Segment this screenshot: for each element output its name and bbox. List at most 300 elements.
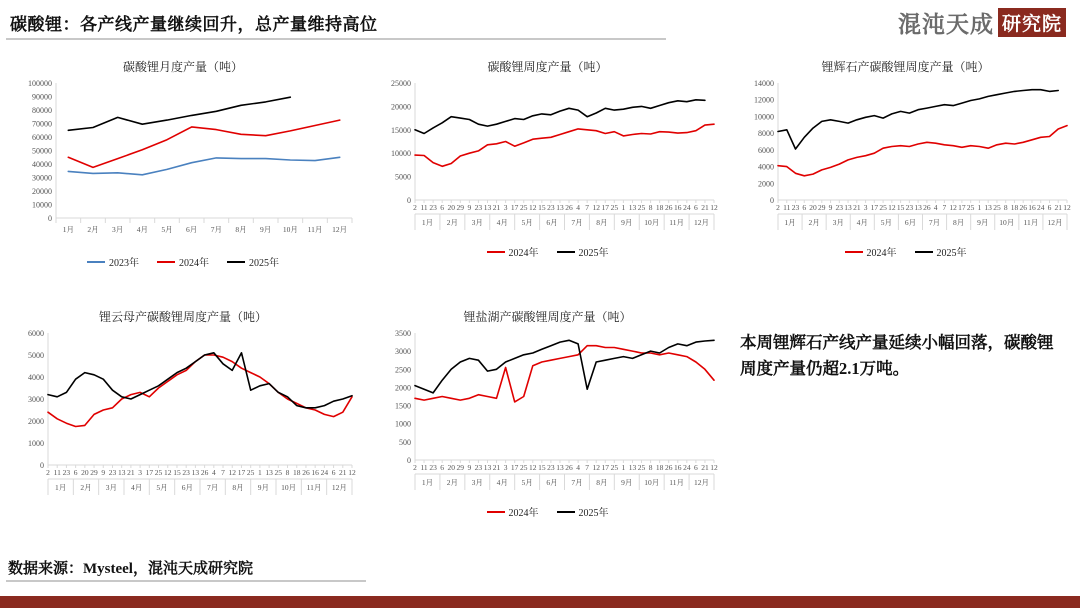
svg-text:17: 17 <box>958 203 966 212</box>
svg-text:11: 11 <box>420 203 428 212</box>
svg-text:2月: 2月 <box>80 483 92 492</box>
svg-text:6月: 6月 <box>546 218 558 227</box>
svg-text:1月: 1月 <box>62 225 74 234</box>
svg-text:70000: 70000 <box>32 119 52 129</box>
logo-text: 混沌天成 <box>897 12 994 37</box>
svg-text:13: 13 <box>984 203 992 212</box>
svg-text:2月: 2月 <box>446 218 458 227</box>
chart-title: 锂云母产碳酸锂周度产量（吨） <box>98 310 267 324</box>
legend-swatch <box>557 511 575 513</box>
chart-plot <box>8 77 358 252</box>
svg-text:1500: 1500 <box>395 401 411 411</box>
svg-text:6000: 6000 <box>28 329 44 338</box>
svg-text:13: 13 <box>191 468 200 477</box>
svg-text:10月: 10月 <box>281 483 297 492</box>
svg-text:10000: 10000 <box>754 112 774 122</box>
chart-lepidolite-output <box>8 308 358 507</box>
svg-text:29: 29 <box>90 468 98 477</box>
svg-text:17: 17 <box>870 203 879 212</box>
svg-text:25: 25 <box>637 463 646 472</box>
svg-text:20000: 20000 <box>32 187 52 196</box>
svg-text:13: 13 <box>483 203 492 212</box>
svg-text:17: 17 <box>145 468 154 477</box>
svg-text:8000: 8000 <box>758 129 774 139</box>
svg-text:13: 13 <box>628 463 637 472</box>
svg-text:26: 26 <box>1019 203 1027 212</box>
legend-item-2025年[interactable] <box>227 254 279 269</box>
legend-swatch <box>87 261 105 263</box>
svg-text:25: 25 <box>610 463 619 472</box>
svg-text:2: 2 <box>413 203 417 212</box>
svg-text:4月: 4月 <box>856 218 868 227</box>
svg-text:7月: 7月 <box>928 218 941 227</box>
svg-text:5月: 5月 <box>521 478 533 487</box>
chart-svg-spodumene <box>738 77 1073 242</box>
svg-text:3000: 3000 <box>28 395 44 404</box>
svg-text:21: 21 <box>492 203 501 212</box>
legend-item-2024年[interactable] <box>157 254 209 269</box>
svg-text:3月: 3月 <box>832 218 844 227</box>
svg-text:4000: 4000 <box>28 373 44 382</box>
svg-text:21: 21 <box>1054 203 1062 212</box>
svg-text:7: 7 <box>585 203 590 212</box>
legend-swatch <box>845 251 863 253</box>
svg-text:1: 1 <box>621 203 626 212</box>
svg-text:10000: 10000 <box>391 149 411 159</box>
chart-legend <box>8 254 358 269</box>
svg-text:25: 25 <box>993 203 1001 212</box>
legend-item-2025年[interactable] <box>915 244 967 259</box>
legend-label: 2024年 <box>179 258 209 269</box>
svg-text:1: 1 <box>977 203 982 212</box>
svg-text:15000: 15000 <box>391 125 411 135</box>
svg-text:4000: 4000 <box>758 162 774 172</box>
legend-label: 2025年 <box>249 258 279 269</box>
svg-text:23: 23 <box>547 463 555 472</box>
legend-swatch <box>557 251 575 253</box>
series-line-2025年 <box>778 90 1058 149</box>
svg-text:9: 9 <box>467 203 472 212</box>
chart-legend <box>375 504 720 519</box>
svg-text:26: 26 <box>200 468 209 477</box>
svg-text:4: 4 <box>933 203 938 212</box>
svg-text:8: 8 <box>648 203 653 212</box>
svg-text:26: 26 <box>664 463 673 472</box>
svg-text:2: 2 <box>413 463 417 472</box>
svg-text:17: 17 <box>510 463 519 472</box>
svg-text:16: 16 <box>1028 203 1036 212</box>
svg-text:12月: 12月 <box>694 478 710 487</box>
svg-text:7月: 7月 <box>210 225 222 234</box>
svg-text:3月: 3月 <box>105 483 117 492</box>
legend-item-2024年[interactable] <box>845 244 897 259</box>
svg-text:50000: 50000 <box>32 146 52 156</box>
svg-text:6: 6 <box>694 463 698 472</box>
svg-text:26: 26 <box>565 203 573 212</box>
svg-text:6月: 6月 <box>186 225 198 234</box>
svg-text:9月: 9月 <box>621 478 633 487</box>
svg-text:5月: 5月 <box>161 225 173 234</box>
svg-text:12月: 12月 <box>332 225 348 234</box>
svg-text:5月: 5月 <box>521 218 533 227</box>
svg-text:11: 11 <box>53 468 61 477</box>
svg-text:500: 500 <box>399 437 411 447</box>
svg-text:4: 4 <box>211 468 216 477</box>
chart-svg-brine <box>375 327 720 502</box>
series-line-2025年 <box>415 100 705 134</box>
svg-text:8: 8 <box>285 468 290 477</box>
chart-weekly-total-output <box>375 58 720 259</box>
svg-text:10月: 10月 <box>644 218 660 227</box>
svg-text:6: 6 <box>802 203 807 212</box>
svg-text:26: 26 <box>302 468 310 477</box>
svg-text:10月: 10月 <box>282 225 298 234</box>
svg-text:18: 18 <box>655 463 664 472</box>
svg-text:4: 4 <box>576 463 580 472</box>
series-line-2024年 <box>48 355 352 427</box>
svg-text:0: 0 <box>407 196 411 205</box>
svg-text:3月: 3月 <box>471 218 483 227</box>
series-line-2024年 <box>778 126 1067 176</box>
svg-text:2: 2 <box>46 468 50 477</box>
svg-text:25: 25 <box>154 468 163 477</box>
svg-text:14000: 14000 <box>754 79 774 88</box>
chart-svg-lepidolite <box>8 327 358 507</box>
svg-text:25: 25 <box>966 203 975 212</box>
svg-text:0: 0 <box>407 456 411 465</box>
chart-title: 碳酸锂月度产量（吨） <box>122 60 243 74</box>
svg-text:7: 7 <box>942 203 947 212</box>
svg-text:12月: 12月 <box>1047 218 1063 227</box>
svg-text:1月: 1月 <box>55 483 67 492</box>
svg-text:12000: 12000 <box>754 95 774 105</box>
svg-text:18: 18 <box>292 468 301 477</box>
svg-text:26: 26 <box>923 203 931 212</box>
svg-text:6: 6 <box>73 468 78 477</box>
legend-label: 2024年 <box>508 508 539 519</box>
svg-text:60000: 60000 <box>32 133 52 142</box>
svg-text:29: 29 <box>456 203 465 212</box>
svg-text:1: 1 <box>621 463 626 472</box>
svg-text:8月: 8月 <box>596 218 608 227</box>
svg-text:20: 20 <box>447 463 455 472</box>
svg-text:12: 12 <box>949 203 957 212</box>
svg-text:26: 26 <box>664 203 673 212</box>
svg-text:0: 0 <box>40 461 44 470</box>
svg-text:2月: 2月 <box>446 478 458 487</box>
svg-text:11月: 11月 <box>306 483 322 492</box>
svg-text:4月: 4月 <box>496 218 508 227</box>
legend-swatch <box>487 251 505 253</box>
svg-text:30000: 30000 <box>32 173 52 183</box>
svg-text:7: 7 <box>221 468 225 477</box>
svg-text:9: 9 <box>828 203 833 212</box>
footer-bar <box>0 596 1080 608</box>
svg-text:5000: 5000 <box>28 351 44 360</box>
svg-text:23: 23 <box>429 203 437 212</box>
svg-text:3月: 3月 <box>471 478 483 487</box>
svg-text:16: 16 <box>311 468 319 477</box>
svg-text:15: 15 <box>538 203 546 212</box>
svg-text:20: 20 <box>809 203 817 212</box>
svg-text:6: 6 <box>440 463 445 472</box>
footer-divider <box>6 580 366 582</box>
svg-text:2月: 2月 <box>87 225 99 234</box>
svg-text:13: 13 <box>117 468 126 477</box>
svg-text:13: 13 <box>265 468 273 477</box>
svg-text:25: 25 <box>519 463 528 472</box>
svg-text:25: 25 <box>274 468 283 477</box>
svg-text:8月: 8月 <box>953 218 965 227</box>
svg-text:11月: 11月 <box>307 225 323 234</box>
svg-text:0: 0 <box>48 214 52 223</box>
chart-plot <box>375 77 720 242</box>
svg-text:23: 23 <box>108 468 117 477</box>
series-line-2025年 <box>415 340 714 393</box>
legend-item-2024年[interactable] <box>487 504 539 519</box>
svg-text:6月: 6月 <box>904 218 917 227</box>
svg-text:1000: 1000 <box>28 439 44 448</box>
svg-text:6000: 6000 <box>758 145 774 155</box>
svg-text:9: 9 <box>467 463 472 472</box>
svg-text:23: 23 <box>791 203 800 212</box>
svg-text:7: 7 <box>585 463 590 472</box>
legend-label: 2023年 <box>109 258 139 269</box>
svg-text:9月: 9月 <box>621 218 633 227</box>
svg-text:6: 6 <box>440 203 445 212</box>
svg-text:8月: 8月 <box>596 478 608 487</box>
svg-text:21: 21 <box>853 203 861 212</box>
svg-text:13: 13 <box>628 203 637 212</box>
svg-text:9月: 9月 <box>260 225 272 234</box>
svg-text:12: 12 <box>592 463 600 472</box>
svg-text:2000: 2000 <box>758 179 774 189</box>
legend-item-2025年[interactable] <box>557 244 609 259</box>
legend-item-2025年[interactable] <box>557 504 609 519</box>
svg-text:5000: 5000 <box>395 172 411 182</box>
svg-text:24: 24 <box>683 463 691 472</box>
chart-legend <box>738 244 1073 259</box>
svg-text:25: 25 <box>519 203 528 212</box>
svg-text:7月: 7月 <box>207 483 219 492</box>
svg-text:18: 18 <box>655 203 664 212</box>
series-line-2025年 <box>68 97 290 130</box>
header-divider <box>6 38 666 40</box>
svg-text:6月: 6月 <box>181 483 193 492</box>
svg-text:80000: 80000 <box>32 106 52 115</box>
svg-text:25: 25 <box>246 468 255 477</box>
svg-text:3: 3 <box>138 468 142 477</box>
svg-text:16: 16 <box>674 463 682 472</box>
svg-text:21: 21 <box>339 468 347 477</box>
svg-text:2000: 2000 <box>28 417 44 426</box>
svg-text:17: 17 <box>237 468 246 477</box>
svg-text:21: 21 <box>701 463 709 472</box>
svg-text:12: 12 <box>164 468 172 477</box>
chart-plot <box>8 327 358 507</box>
page-title: 碳酸锂：各产线产量继续回升，总产量维持高位 <box>10 15 378 34</box>
svg-text:12: 12 <box>888 203 896 212</box>
svg-text:23: 23 <box>835 203 844 212</box>
svg-text:2: 2 <box>776 203 780 212</box>
svg-text:12月: 12月 <box>694 218 710 227</box>
svg-text:12: 12 <box>529 203 537 212</box>
legend-item-2023年[interactable] <box>87 254 139 269</box>
svg-text:23: 23 <box>62 468 71 477</box>
svg-text:6: 6 <box>1047 203 1052 212</box>
svg-text:10000: 10000 <box>32 200 52 210</box>
svg-text:20000: 20000 <box>391 102 411 112</box>
svg-text:21: 21 <box>127 468 135 477</box>
svg-text:2500: 2500 <box>395 365 411 375</box>
svg-text:0: 0 <box>770 196 774 205</box>
svg-text:12月: 12月 <box>331 483 347 492</box>
svg-text:20: 20 <box>81 468 89 477</box>
chart-title: 碳酸锂周度产量（吨） <box>487 60 608 74</box>
svg-text:26: 26 <box>565 463 573 472</box>
series-line-2025年 <box>48 353 352 408</box>
chart-svg-monthly <box>8 77 358 252</box>
svg-text:3月: 3月 <box>112 225 124 234</box>
svg-text:23: 23 <box>182 468 190 477</box>
svg-text:20: 20 <box>447 203 455 212</box>
legend-label: 2025年 <box>936 248 967 259</box>
svg-text:17: 17 <box>601 203 610 212</box>
svg-text:25: 25 <box>637 203 646 212</box>
svg-text:3: 3 <box>503 203 508 212</box>
chart-legend <box>375 244 720 259</box>
svg-text:23: 23 <box>905 203 914 212</box>
svg-text:3500: 3500 <box>395 329 411 338</box>
svg-text:13: 13 <box>483 463 492 472</box>
svg-text:7月: 7月 <box>571 478 583 487</box>
svg-text:9: 9 <box>101 468 106 477</box>
svg-text:4月: 4月 <box>496 478 508 487</box>
series-line-2024年 <box>415 346 714 402</box>
svg-text:3: 3 <box>503 463 508 472</box>
svg-text:2000: 2000 <box>395 383 411 393</box>
legend-label: 2025年 <box>578 248 609 259</box>
svg-text:11月: 11月 <box>1023 218 1039 227</box>
commentary-text: 本周锂辉石产线产量延续小幅回落，碳酸锂周度产量仍超2.1万吨。 <box>740 333 1054 379</box>
chart-plot <box>738 77 1073 242</box>
svg-text:23: 23 <box>429 463 437 472</box>
svg-text:23: 23 <box>474 203 483 212</box>
svg-text:12: 12 <box>529 463 537 472</box>
legend-item-2024年[interactable] <box>487 244 539 259</box>
svg-text:13: 13 <box>556 463 564 472</box>
svg-text:23: 23 <box>474 463 483 472</box>
svg-text:11: 11 <box>783 203 791 212</box>
chart-spodumene-output <box>738 58 1073 259</box>
svg-text:25: 25 <box>879 203 887 212</box>
svg-text:21: 21 <box>492 463 501 472</box>
svg-text:24: 24 <box>320 468 329 477</box>
legend-swatch <box>227 261 245 263</box>
svg-text:12: 12 <box>348 468 356 477</box>
svg-text:10月: 10月 <box>644 478 660 487</box>
svg-text:1000: 1000 <box>395 419 411 429</box>
svg-text:12: 12 <box>1063 203 1071 212</box>
svg-text:21: 21 <box>701 203 709 212</box>
svg-text:6: 6 <box>694 203 698 212</box>
svg-text:13: 13 <box>844 203 852 212</box>
legend-swatch <box>487 511 505 513</box>
svg-text:9月: 9月 <box>977 218 989 227</box>
svg-text:8月: 8月 <box>235 225 247 234</box>
chart-title: 锂辉石产碳酸锂周度产量（吨） <box>821 60 990 74</box>
legend-swatch <box>157 261 175 263</box>
svg-text:100000: 100000 <box>28 79 52 88</box>
series-line-2024年 <box>415 124 714 166</box>
svg-text:5月: 5月 <box>880 218 892 227</box>
svg-text:16: 16 <box>674 203 682 212</box>
svg-text:15: 15 <box>538 463 546 472</box>
svg-text:29: 29 <box>818 203 826 212</box>
svg-text:10月: 10月 <box>999 218 1015 227</box>
svg-text:11月: 11月 <box>669 478 684 487</box>
legend-label: 2024年 <box>508 248 539 259</box>
chart-svg-weekly-total <box>375 77 720 242</box>
svg-text:9月: 9月 <box>257 483 269 492</box>
chart-brine-output <box>375 308 720 519</box>
svg-text:3000: 3000 <box>395 347 411 357</box>
svg-text:15: 15 <box>896 203 905 212</box>
svg-text:12: 12 <box>228 468 236 477</box>
svg-text:5月: 5月 <box>156 483 168 492</box>
svg-text:3: 3 <box>863 203 868 212</box>
logo-badge: 研究院 <box>998 8 1066 37</box>
brand-logo <box>898 6 1066 39</box>
svg-text:8: 8 <box>648 463 653 472</box>
svg-text:8月: 8月 <box>232 483 244 492</box>
svg-text:12: 12 <box>710 203 718 212</box>
svg-text:29: 29 <box>456 463 465 472</box>
svg-text:24: 24 <box>683 203 691 212</box>
svg-text:25000: 25000 <box>391 79 411 88</box>
svg-text:17: 17 <box>601 463 610 472</box>
legend-swatch <box>915 251 933 253</box>
svg-text:13: 13 <box>914 203 922 212</box>
chart-plot <box>375 327 720 502</box>
svg-text:7月: 7月 <box>571 218 583 227</box>
svg-text:11月: 11月 <box>669 218 684 227</box>
svg-text:90000: 90000 <box>32 92 52 102</box>
svg-text:4月: 4月 <box>131 483 143 492</box>
chart-monthly-output <box>8 58 358 269</box>
svg-text:13: 13 <box>556 203 564 212</box>
svg-text:17: 17 <box>510 203 519 212</box>
svg-text:15: 15 <box>173 468 181 477</box>
series-line-2023年 <box>68 157 339 175</box>
svg-text:2月: 2月 <box>808 218 820 227</box>
svg-text:40000: 40000 <box>32 160 52 169</box>
svg-text:1: 1 <box>258 468 262 477</box>
svg-text:4: 4 <box>576 203 580 212</box>
svg-text:4月: 4月 <box>136 225 148 234</box>
svg-text:1月: 1月 <box>421 218 434 227</box>
svg-text:1月: 1月 <box>421 478 434 487</box>
svg-text:6: 6 <box>331 468 336 477</box>
legend-label: 2024年 <box>866 248 897 259</box>
svg-text:11: 11 <box>420 463 428 472</box>
legend-label: 2025年 <box>578 508 609 519</box>
svg-text:18: 18 <box>1010 203 1019 212</box>
svg-text:1月: 1月 <box>784 218 796 227</box>
svg-text:6月: 6月 <box>546 478 558 487</box>
chart-title: 锂盐湖产碳酸锂周度产量（吨） <box>463 310 632 324</box>
svg-text:12: 12 <box>710 463 718 472</box>
